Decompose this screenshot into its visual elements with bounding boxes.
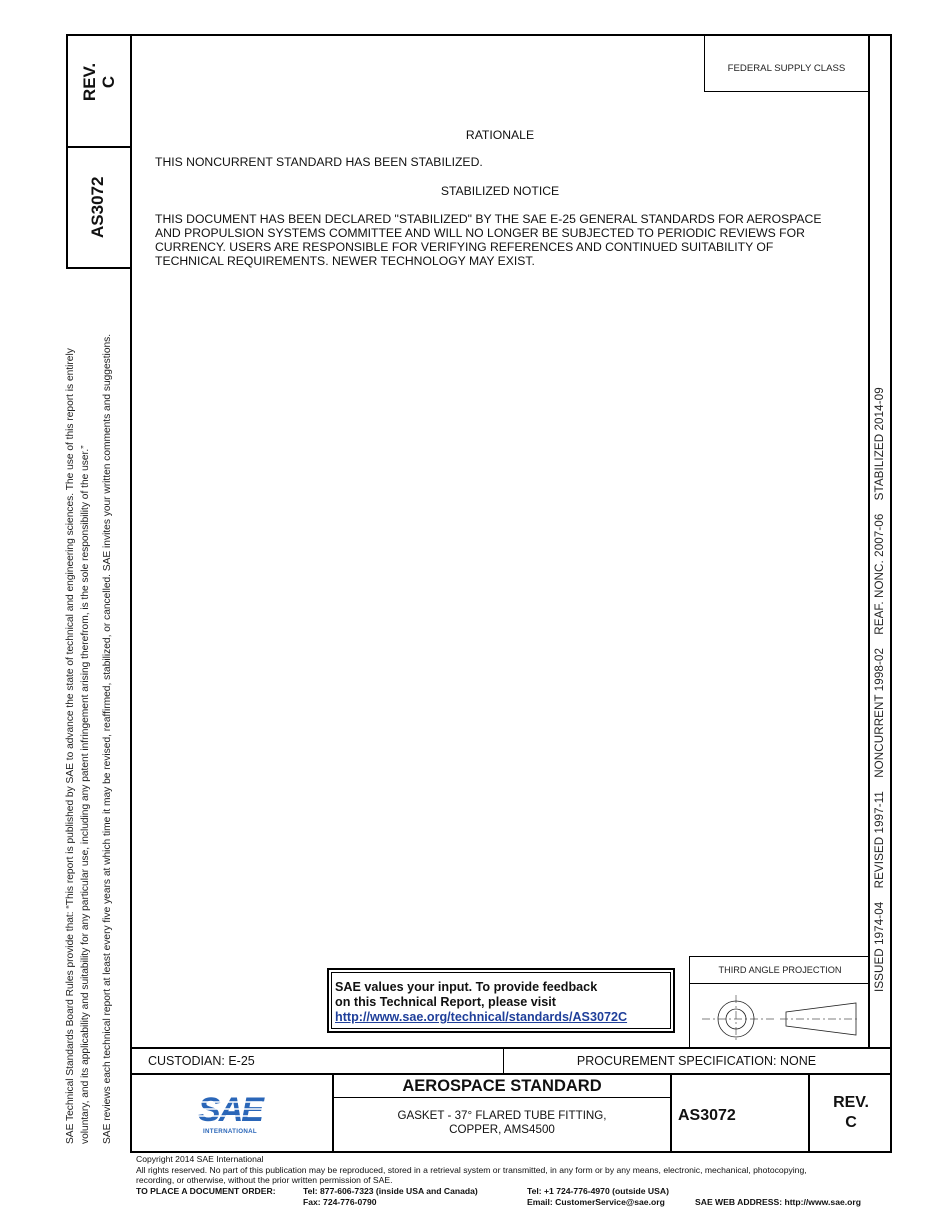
stabilized-line-2: AND PROPULSION SYSTEMS COMMITTEE AND WILL NO LONGER BE SUBJECTED TO PERIODIC REVIEWS FOR (155, 226, 805, 240)
tel-inside: Tel: 877-606-7323 (inside USA and Canada) (303, 1186, 478, 1196)
document-title-line-1: GASKET - 37° FLARED TUBE FITTING, (397, 1109, 607, 1122)
footer-web (695, 1197, 861, 1208)
sae-logo-subtext: INTERNATIONAL (203, 1128, 257, 1135)
sidebar-divider-1 (66, 146, 132, 148)
frame-inner-right-line (868, 34, 870, 1048)
sidebar-rev (80, 52, 118, 112)
rationale-heading: RATIONALE (465, 128, 535, 142)
feedback-line-2: on this Technical Report, please visit (335, 995, 556, 1009)
aerospace-standard-title: AEROSPACE STANDARD (402, 1077, 602, 1095)
projection-box (689, 956, 870, 1048)
email: Email: CustomerService@sae.org (527, 1196, 665, 1207)
stabilized-line-1: THIS DOCUMENT HAS BEEN DECLARED "STABILIZED" BY THE SAE E-25 GENERAL STANDARDS FOR AEROSPACE (155, 212, 822, 226)
stabilized-line-3: CURRENCY. USERS ARE RESPONSIBLE FOR VERIFYING REFERENCES AND CONTINUED SUITABILITY OF (155, 240, 774, 254)
disclaimer-line-3: SAE reviews each technical report at least every five years at which time it may be revised, reaffirmed, stabilized, or cancelled. SAE invites your written comments and suggestions. (102, 333, 113, 1144)
revision-history: ISSUED 1974-04 REVISED 1997-11 NONCURRENT 1998-02 REAF. NONC. 2007-06 STABILIZED 2014-09 (873, 387, 886, 992)
frame-inner-left-line (130, 34, 132, 1152)
feedback-box (327, 968, 675, 1033)
feedback-text (335, 980, 627, 1025)
title-block-top (130, 1047, 892, 1049)
stabilized-line-4: TECHNICAL REQUIREMENTS. NEWER TECHNOLOGY MAY EXIST. (155, 254, 535, 268)
title-block-rev-label: REV. (833, 1094, 869, 1111)
fsc-box-bottom (704, 91, 869, 92)
footer (136, 1154, 886, 1186)
sae-logo (190, 1090, 270, 1136)
footer-contact-outside (527, 1186, 669, 1207)
title-block-bottom (130, 1151, 892, 1153)
document-title (334, 1109, 670, 1137)
feedback-line-1: SAE values your input. To provide feedback (335, 980, 598, 994)
sae-logo-mark (190, 1090, 270, 1136)
sidebar-disclaimer (63, 284, 115, 1144)
web-address[interactable]: SAE WEB ADDRESS: http://www.sae.org (695, 1196, 861, 1207)
number-divider (670, 1073, 672, 1152)
footer-rights-line-2: recording, or otherwise, without the prior written permission of SAE. (136, 1175, 393, 1185)
footer-rights-line-1: All rights reserved. No part of this publication may be reproduced, stored in a retrieval system or transmitted, in any form or by any means, electronic, mechanical, photocopying, (136, 1164, 807, 1175)
title-divider (334, 1097, 671, 1098)
sidebar-doc-number: AS3072 (88, 176, 107, 238)
disclaimer-line-1: SAE Technical Standards Board Rules provide that: “This report is published by SAE to advance the state of technical and engineering sciences. The use of this report is entirely (65, 348, 76, 1144)
sidebar-divider-2 (66, 267, 132, 269)
footer-copyright: Copyright 2014 SAE International (136, 1154, 264, 1164)
tel-outside: Tel: +1 724-776-4970 (outside USA) (527, 1186, 669, 1196)
title-block-rev (810, 1093, 892, 1133)
procurement-specification: PROCUREMENT SPECIFICATION: NONE (576, 1054, 817, 1068)
footer-order-label (136, 1186, 276, 1197)
sidebar-rev-label: REV. (80, 62, 99, 102)
sidebar-rev-value: C (99, 75, 118, 89)
stabilized-notice (155, 212, 860, 268)
federal-supply-class-label: FEDERAL SUPPLY CLASS (727, 63, 846, 74)
stabilized-heading: STABILIZED NOTICE (440, 184, 560, 198)
fax: Fax: 724-776-0790 (303, 1196, 377, 1207)
title-block-rev-value: C (845, 1114, 857, 1131)
third-angle-projection-icon (700, 993, 860, 1043)
custodian: CUSTODIAN: E-25 (148, 1054, 255, 1068)
order-label: TO PLACE A DOCUMENT ORDER: (136, 1186, 276, 1196)
document-title-line-2: COPPER, AMS4500 (449, 1123, 555, 1136)
title-block-doc-number: AS3072 (678, 1107, 736, 1124)
title-block-mid (130, 1073, 892, 1075)
projection-divider (690, 983, 870, 984)
frame-right-line (890, 34, 892, 1152)
frame-left-line (66, 34, 68, 269)
frame-top-line (66, 34, 892, 36)
feedback-link[interactable]: http://www.sae.org/technical/standards/AS3072C (335, 1010, 628, 1024)
sae-logo-text: SAE (198, 1091, 262, 1129)
footer-contact-inside (303, 1186, 478, 1207)
disclaimer-line-2: voluntary, and its applicability and suitability for any particular use, including any patent infringement arising therefrom, is the sole responsibility of the user.” (80, 445, 91, 1144)
projection-label: THIRD ANGLE PROJECTION (718, 965, 842, 975)
rationale-text: THIS NONCURRENT STANDARD HAS BEEN STABILIZED. (155, 155, 483, 169)
